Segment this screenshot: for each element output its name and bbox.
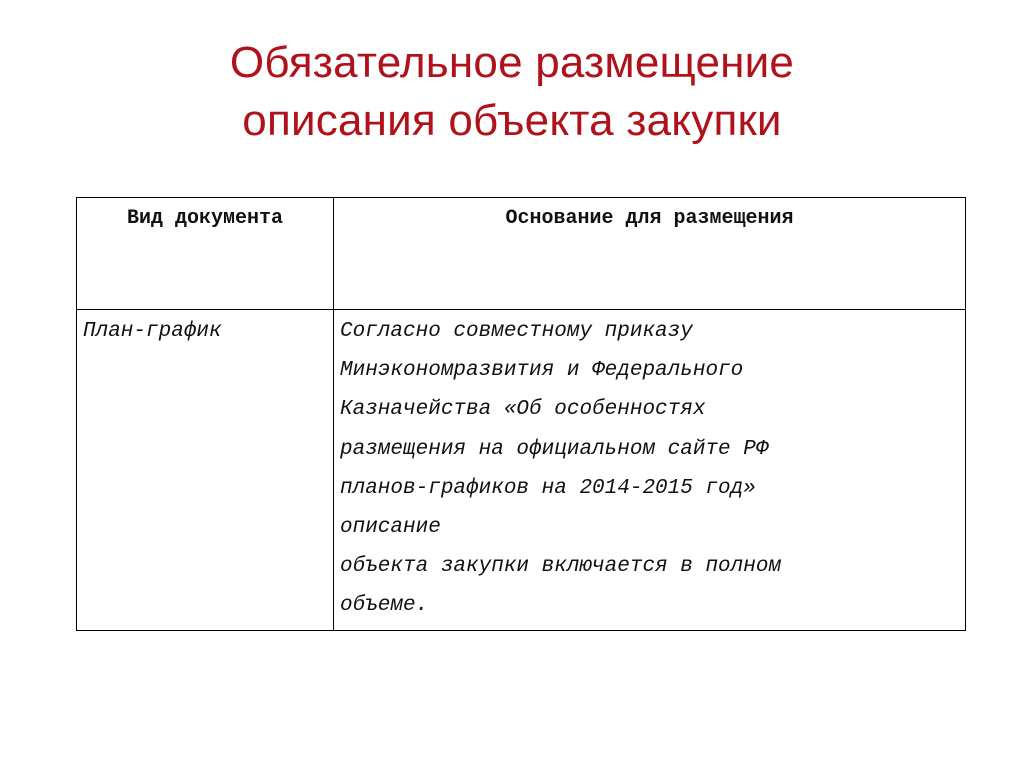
cell-basis [334, 310, 966, 631]
slide-title [0, 34, 1024, 150]
table-row [77, 310, 966, 631]
header-document-type: Вид документа [77, 198, 334, 310]
basis-line: объеме. [340, 594, 429, 618]
table-header-row [77, 198, 966, 310]
basis-line: размещения на официальном сайте РФ [340, 437, 769, 461]
header-basis: Основание для размещения [334, 198, 966, 310]
title-line-2: описания объекта закупки [242, 96, 782, 145]
basis-line: Согласно совместному приказу [340, 320, 693, 343]
basis-line: Казначейства «Об особенностях [340, 398, 706, 422]
title-line-1: Обязательное размещение [229, 38, 795, 87]
basis-line: описание [340, 516, 441, 540]
basis-line: объекта закупки включается в полном [340, 555, 782, 579]
document-table [76, 197, 966, 631]
basis-line: планов-графиков на 2014-2015 год» [340, 476, 756, 500]
basis-line: Минэкономразвития и Федерального [340, 359, 744, 383]
cell-document-type: План-график [77, 310, 334, 631]
